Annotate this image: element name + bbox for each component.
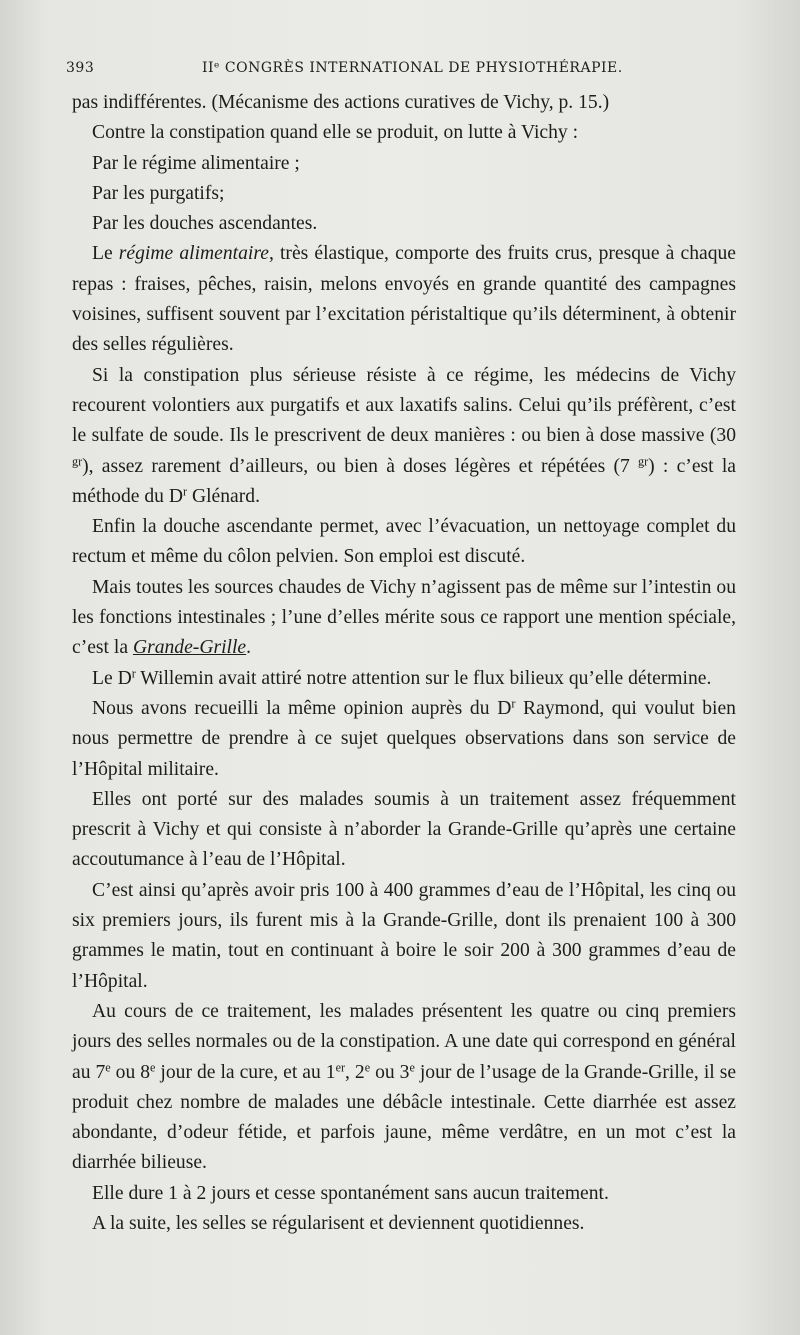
paragraph-15: Elle dure 1 à 2 jours et cesse spontanément sans aucun traitement.	[92, 1182, 609, 1204]
page-number: 393	[66, 60, 95, 76]
paragraph-13: C’est ainsi qu’après avoir pris 100 à 400 grammes d’eau de l’Hôpital, les cinq ou six premiers jours, ils furent mis à la Grande-Grille, dont ils prenaient 100 à 300 grammes le matin, tout en continuant à boire le soir 200 à 300 grammes d’eau de l’Hôpital.	[72, 879, 736, 992]
paragraph-4: Par les purgatifs;	[92, 182, 225, 204]
paragraph-1: pas indifférentes. (Mécanisme des actions curatives de Vichy, p. 15.)	[72, 92, 610, 113]
body-text	[72, 88, 736, 1239]
paragraph-9: Mais toutes les sources chaudes de Vichy n’agissent pas de même sur l’intestin ou les fonctions intestinales ; l’une d’elles mérite sous ce rapport une mention spéciale, c’est la Grande-Grille.	[72, 576, 736, 659]
paragraph-11: Nous avons recueilli la même opinion auprès du $D^r$ Raymond, qui voulut bien nous permettre de prendre à ce sujet quelques observations dans son service de l’Hôpital militaire.	[72, 696, 736, 780]
paragraph-14: Au cours de ce traitement, les malades présentent les quatre ou cinq premiers jours des selles normales ou de la constipation. A une date qui correspond en général au 7e ou 8e jour de la cure, et au 1er, 2e ou 3e jour de l’usage de la Grande-Grille, il se produit chez nombre de malades une débâcle intestinale. Cette diarrhée est assez abondante, d’odeur fétide, et parfois jaune, même verdâtre, en un mot c’est la diarrhée bilieuse.	[72, 1000, 737, 1174]
paragraph-2: Contre la constipation quand elle se produit, on lutte à Vichy :	[92, 122, 579, 144]
paragraph-8: Enfin la douche ascendante permet, avec l’évacuation, un nettoyage complet du rectum et même du côlon pelvien. Son emploi est discuté.	[72, 516, 736, 568]
paragraph-10: Le $D^r$ Willemin avait attiré notre attention sur le flux bilieux qu’elle détermine.	[92, 665, 712, 689]
running-title: IIᵉ CONGRÈS INTERNATIONAL DE PHYSIOTHÉRAPIE.	[202, 60, 623, 76]
paragraph-5: Par les douches ascendantes.	[92, 213, 318, 235]
paragraph-7: Si la constipation plus sérieuse résiste à ce régime, les médecins de Vichy recourent volontiers aux purgatifs et aux laxatifs salins. Celui qu’ils préfèrent, c’est le sulfate de soude. Ils le prescrivent de deux manières : ou bien à dose massive (30 $^{gr}$), assez rarement d’ailleurs, ou bien à doses légères et répétées (7 $^{gr}$) : c’est la méthode du $D^r$ Glénard.	[72, 364, 736, 507]
italic-term: Grande-Grille	[132, 637, 247, 659]
paragraph-16: A la suite, les selles se régularisent et deviennent quotidiennes.	[92, 1212, 585, 1234]
paragraph-3: Par le régime alimentaire ;	[92, 152, 300, 174]
paragraph-6: Le régime alimentaire, très élastique, comporte des fruits crus, presque à chaque repas : fraises, pêches, raisin, melons envoyés en grande quantité des campagnes voisines, suffisent souvent par l’excitation péristaltique qu’ils déterminent, à obtenir des selles régulières.	[72, 243, 736, 356]
paragraph-12: Elles ont porté sur des malades soumis à un traitement assez fréquemment prescrit à Vichy et qui consiste à n’aborder la Grande-Grille qu’après une certaine accoutumance à l’eau de l’Hôpital.	[72, 788, 736, 871]
italic-term: régime alimentaire	[118, 243, 269, 265]
